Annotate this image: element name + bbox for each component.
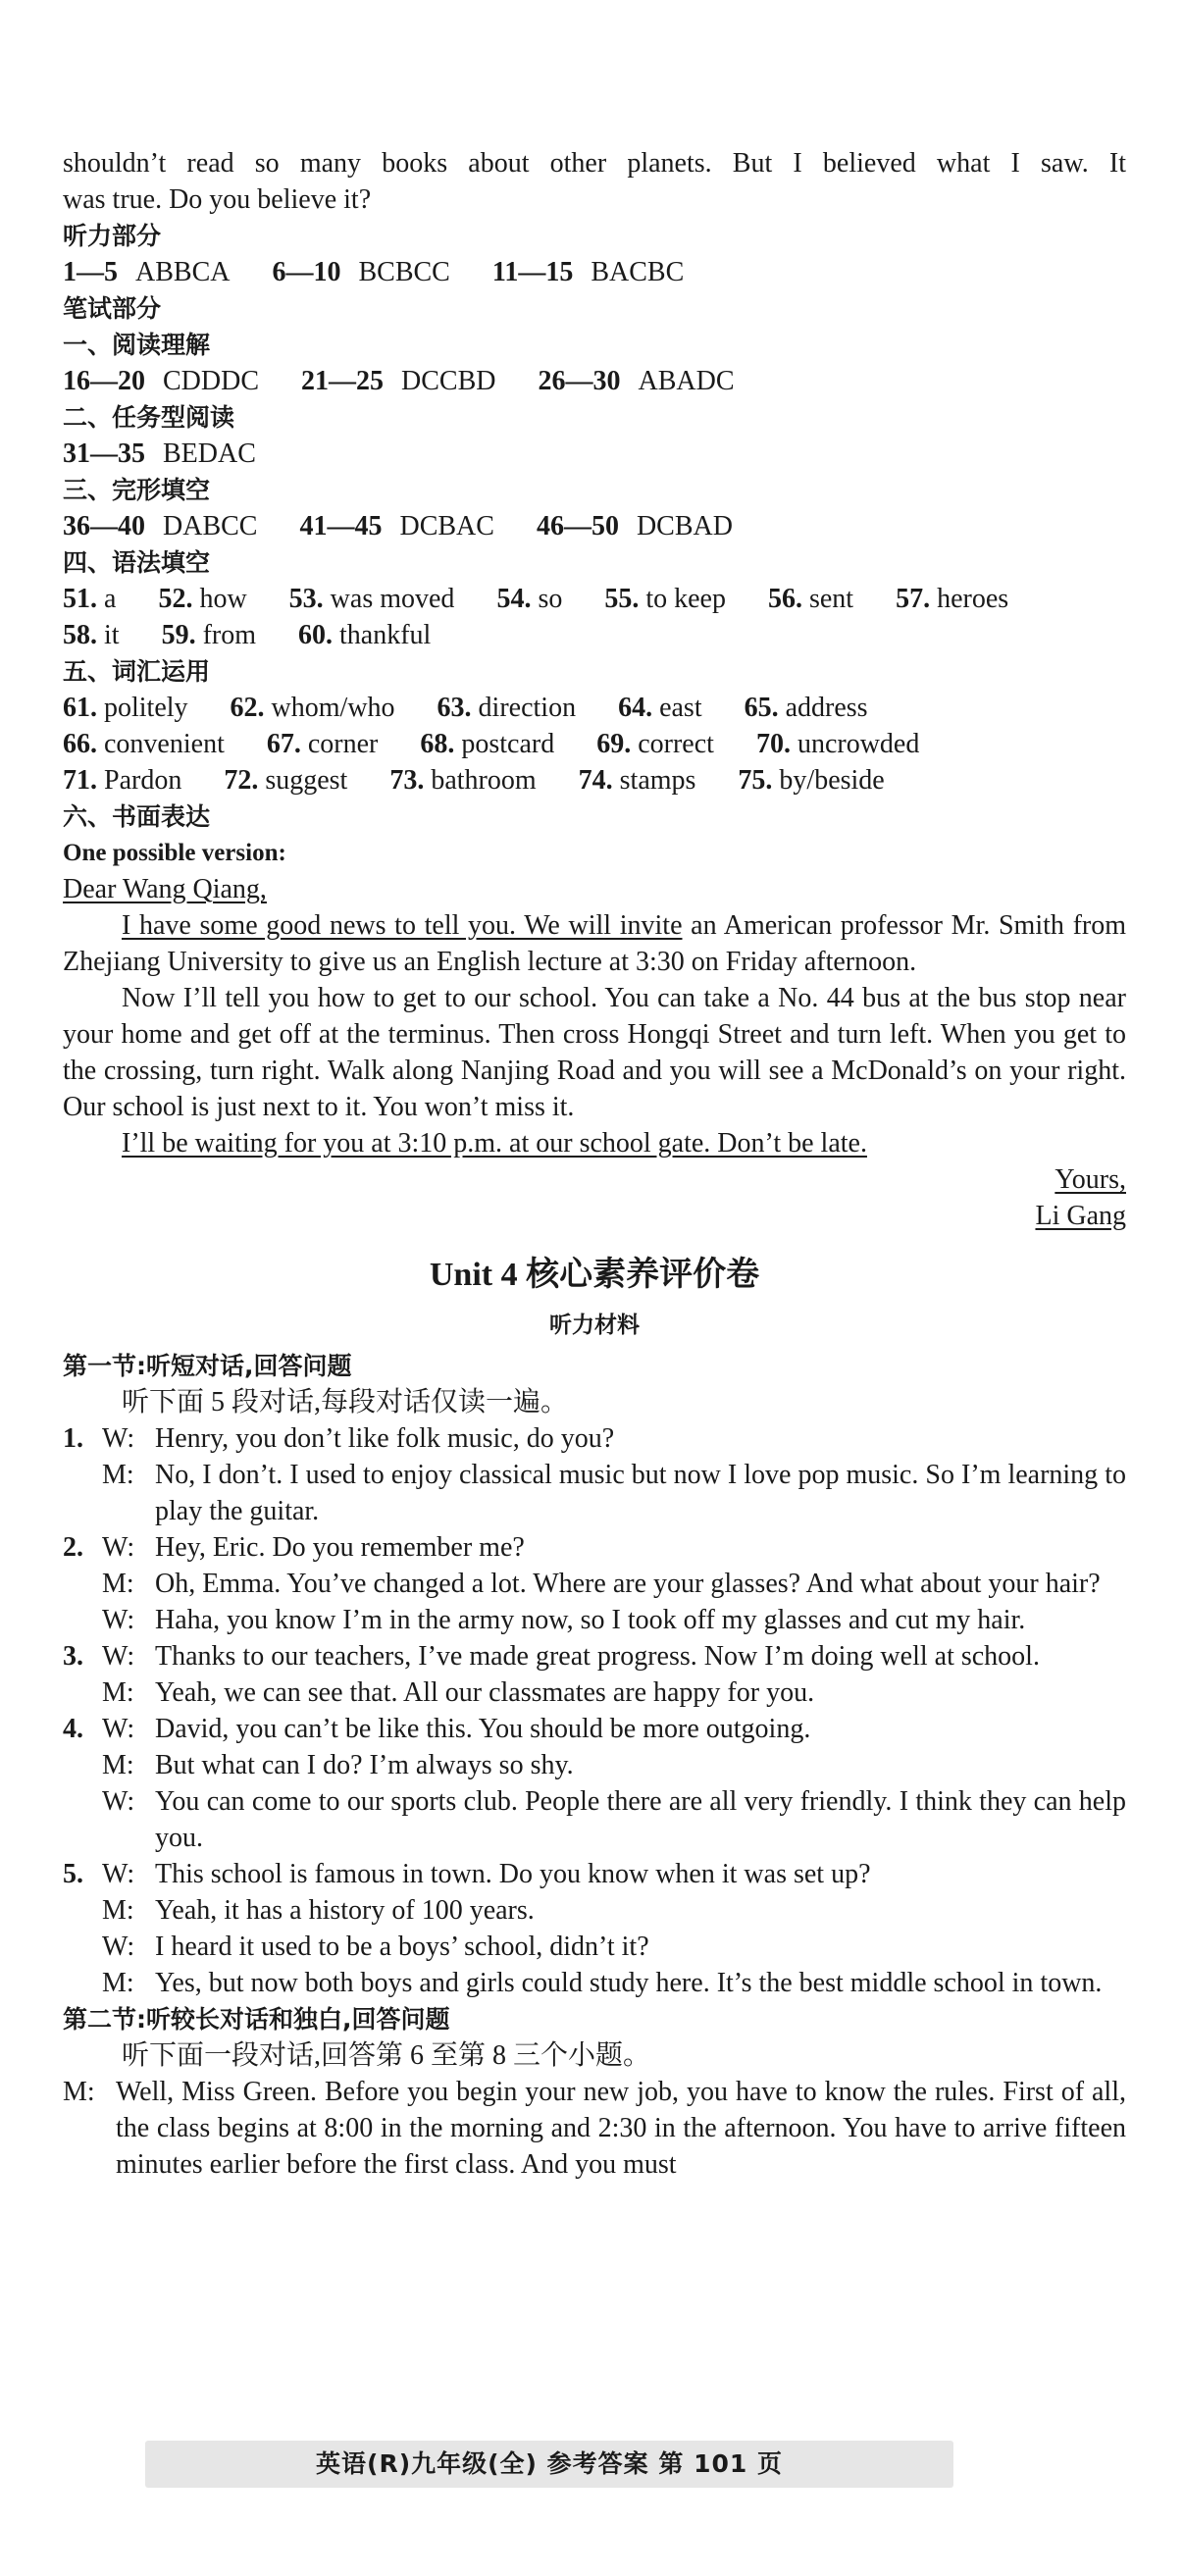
letter-p3-underlined: I’ll be waiting for you at 3:10 p.m. at our school gate. Don’t be late. [122, 1128, 867, 1159]
item-number: 66. [63, 729, 97, 759]
item-number: 55. [604, 584, 640, 614]
grammar-row-1 [63, 581, 1126, 617]
answer-range: 46—50 [536, 511, 619, 541]
dialogue-text: No, I don’t. I used to enjoy classical music but now I love pop music. So I’m learning to play the guitar. [155, 1460, 1126, 1526]
answer-range: 1—5 [63, 257, 118, 287]
monologue [63, 2074, 1126, 2183]
letter-greeting: Dear Wang Qiang, [63, 874, 267, 904]
item-number: 62. [230, 693, 265, 723]
vocab-row-1 [63, 690, 1126, 726]
speaker-label: M: [102, 1460, 134, 1490]
item-answer: politely [104, 693, 188, 723]
item-number: 70. [755, 729, 791, 759]
item-number: 72. [224, 765, 259, 796]
letter-signature [63, 1198, 1126, 1234]
speaker-label: M: [63, 2077, 95, 2107]
dialogue-number: 3. [63, 1641, 83, 1672]
intro-line-2: was true. Do you believe it? [63, 184, 372, 215]
unit-subtitle: 听力材料 [549, 1313, 640, 1338]
answer-range: 21—25 [301, 366, 385, 396]
item-number: 57. [896, 584, 931, 614]
section-1-instruction: 听下面 5 段对话,每段对话仅读一遍。 [122, 1387, 569, 1417]
item-answer: correct [638, 729, 714, 759]
speaker-label: W: [102, 1932, 135, 1962]
item-number: 73. [389, 765, 425, 796]
vocab-row-2 [63, 726, 1126, 762]
vocab-row-3 [63, 762, 1126, 799]
item-number: 75. [738, 765, 773, 796]
answer-key: ABBCA [135, 257, 231, 287]
item-number: 56. [767, 584, 802, 614]
page-footer: 英语(R)九年级(全) 参考答案 第 101 页 [145, 2441, 953, 2488]
item-answer: by/beside [779, 765, 885, 796]
item-answer: bathroom [431, 765, 537, 796]
dialogue-text: Oh, Emma. You’ve changed a lot. Where are your glasses? And what about your hair? [155, 1569, 1101, 1599]
speaker-label: W: [102, 1714, 135, 1744]
item-number: 65. [744, 693, 779, 723]
dialogue-line [63, 1566, 1126, 1602]
answer-range: 36—40 [63, 511, 145, 541]
answer-key: DCBAC [399, 511, 494, 541]
item-number: 51. [63, 584, 97, 614]
item-number: 60. [298, 620, 333, 650]
item-number: 64. [618, 693, 653, 723]
answer-key: DABCC [163, 511, 258, 541]
item-number: 58. [63, 620, 97, 650]
item-answer: corner [307, 729, 379, 759]
letter-paragraph-1 [63, 907, 1126, 980]
speaker-label: M: [102, 1569, 134, 1599]
item-answer: postcard [461, 729, 555, 759]
item-answer: a [104, 584, 117, 614]
dialogue-text: Henry, you don’t like folk music, do you? [155, 1423, 615, 1454]
reading-title: 一、阅读理解 [63, 331, 211, 359]
dialogue-line [63, 1929, 1126, 1965]
answer-range: 6—10 [272, 257, 341, 287]
item-number: 52. [158, 584, 193, 614]
signature-text: Li Gang [1035, 1201, 1126, 1231]
section-2-instruction: 听下面一段对话,回答第 6 至第 8 三个小题。 [122, 2040, 651, 2071]
item-number: 59. [161, 620, 196, 650]
writing-version: One possible version: [63, 840, 286, 866]
dialogue-line [63, 1638, 1126, 1674]
speaker-label: W: [102, 1786, 135, 1817]
answer-key: BCBCC [358, 257, 450, 287]
item-answer: suggest [265, 765, 348, 796]
item-answer: heroes [937, 584, 1009, 614]
section-2-title: 第二节:听较长对话和独白,回答问题 [63, 2005, 450, 2034]
answer-range: 11—15 [491, 257, 574, 287]
dialogue-number: 4. [63, 1714, 83, 1744]
item-number: 68. [420, 729, 455, 759]
item-number: 54. [496, 584, 532, 614]
item-number: 63. [437, 693, 472, 723]
section-1-title: 第一节:听短对话,回答问题 [63, 1352, 352, 1380]
speaker-label: M: [102, 1968, 134, 1998]
letter-p1-underlined: I have some good news to tell you. We will invite [122, 910, 683, 941]
unit-title: Unit 4 核心素养评价卷 [429, 1257, 760, 1293]
letter-paragraph-2: Now I’ll tell you how to get to our school. You can take a No. 44 bus at the bus stop near your home and get off at the terminus. Then cross Hongqi Street and turn left. When you get to the crossing, turn right. Walk along Nanjing Road and you will see a McDonald’s on your right. Our school is just next to it. You won’t miss it. [63, 983, 1126, 1122]
item-answer: so [538, 584, 563, 614]
dialogue-line [63, 1783, 1126, 1856]
item-answer: sent [808, 584, 854, 614]
dialogue-line [63, 1602, 1126, 1638]
intro-line-1: shouldn’t read so many books about other planets. But I believed what I saw. It [63, 148, 1126, 179]
dialogue-line [63, 1747, 1126, 1783]
item-number: 71. [63, 765, 97, 796]
dialogue-number: 1. [63, 1423, 83, 1454]
speaker-label: W: [102, 1605, 135, 1635]
grammar-row-2 [63, 617, 1126, 653]
dialogue-text: Yeah, it has a history of 100 years. [155, 1895, 535, 1926]
item-answer: uncrowded [797, 729, 920, 759]
dialogue-line [63, 1420, 1126, 1457]
item-number: 53. [288, 584, 324, 614]
answer-range: 16—20 [63, 366, 145, 396]
cloze-title: 三、完形填空 [63, 476, 211, 504]
dialogue-text: Yeah, we can see that. All our classmates are happy for you. [155, 1677, 815, 1708]
item-answer: convenient [104, 729, 225, 759]
dialogue-line [63, 1965, 1126, 2001]
task-title: 二、任务型阅读 [63, 403, 235, 432]
dialogue-text: But what can I do? I’m always so shy. [155, 1750, 574, 1780]
cloze-answers [63, 508, 1126, 544]
speaker-label: M: [102, 1750, 134, 1780]
item-answer: thankful [339, 620, 432, 650]
answer-key: ABADC [638, 366, 735, 396]
item-answer: whom/who [271, 693, 395, 723]
vocab-title: 五、词汇运用 [63, 657, 211, 686]
grammar-title: 四、语法填空 [63, 548, 211, 577]
answer-key: BACBC [591, 257, 685, 287]
speaker-label: W: [102, 1532, 135, 1563]
answer-key: CDDDC [163, 366, 260, 396]
dialogue-text: Haha, you know I’m in the army now, so I took off my glasses and cut my hair. [155, 1605, 1026, 1635]
reading-answers [63, 363, 1126, 399]
monologue-text: Well, Miss Green. Before you begin your new job, you have to know the rules. First of all, the class begins at 8:00 in the morning and 2:30 in the afternoon. You have to arrive fifteen minutes earlier before the first class. And you must [116, 2077, 1126, 2180]
item-answer: address [785, 693, 868, 723]
item-number: 74. [578, 765, 613, 796]
dialogue-text: This school is famous in town. Do you know when it was set up? [155, 1859, 871, 1889]
writing-title: 六、书面表达 [63, 802, 211, 831]
dialogue-number: 2. [63, 1532, 83, 1563]
dialogue-text: I heard it used to be a boys’ school, didn’t it? [155, 1932, 649, 1962]
item-answer: it [104, 620, 120, 650]
speaker-label: M: [102, 1895, 134, 1926]
dialogue-line [63, 1457, 1126, 1529]
dialogue-text: Yes, but now both boys and girls could study here. It’s the best middle school in town. [155, 1968, 1103, 1998]
speaker-label: M: [102, 1677, 134, 1708]
speaker-label: W: [102, 1859, 135, 1889]
written-title: 笔试部分 [63, 294, 162, 323]
item-answer: to keep [645, 584, 726, 614]
speaker-label: W: [102, 1423, 135, 1454]
item-number: 69. [596, 729, 632, 759]
dialogue-line [63, 1892, 1126, 1929]
dialogue-text: David, you can’t be like this. You should be more outgoing. [155, 1714, 811, 1744]
answer-key: DCCBD [401, 366, 496, 396]
listening-answers [63, 254, 1126, 290]
item-answer: how [199, 584, 247, 614]
answer-range: 26—30 [538, 366, 621, 396]
dialogue-line [63, 1711, 1126, 1747]
answer-range: 41—45 [299, 511, 383, 541]
item-answer: east [659, 693, 702, 723]
item-answer: direction [478, 693, 577, 723]
letter-closing [63, 1161, 1126, 1198]
item-answer: was moved [330, 584, 455, 614]
item-answer: stamps [619, 765, 696, 796]
item-number: 61. [63, 693, 97, 723]
dialogue-line [63, 1856, 1126, 1892]
item-number: 67. [266, 729, 301, 759]
dialogue-line [63, 1674, 1126, 1711]
dialogue-line [63, 1529, 1126, 1566]
dialogue-text: Hey, Eric. Do you remember me? [155, 1532, 525, 1563]
page-content [63, 145, 1126, 2183]
task-answers [63, 436, 1126, 472]
item-answer: from [202, 620, 256, 650]
letter-p1-rest: an American professor Mr. Smith from Zhejiang University to give us an English lecture at 3:30 on Friday afternoon. [63, 910, 1126, 977]
dialogue-text: You can come to our sports club. People there are all very friendly. I think they can help you. [155, 1786, 1126, 1853]
dialogue-number: 5. [63, 1859, 83, 1889]
speaker-label: W: [102, 1641, 135, 1672]
dialogue-list [63, 1420, 1126, 2001]
item-answer: Pardon [104, 765, 182, 796]
dialogue-text: Thanks to our teachers, I’ve made great progress. Now I’m doing well at school. [155, 1641, 1040, 1672]
answer-key: BEDAC [163, 438, 256, 469]
closing-text: Yours, [1054, 1164, 1126, 1195]
answer-range: 31—35 [63, 438, 145, 469]
listening-title: 听力部分 [63, 222, 162, 250]
answer-key: DCBAD [636, 511, 733, 541]
letter-paragraph-3 [63, 1125, 1126, 1161]
